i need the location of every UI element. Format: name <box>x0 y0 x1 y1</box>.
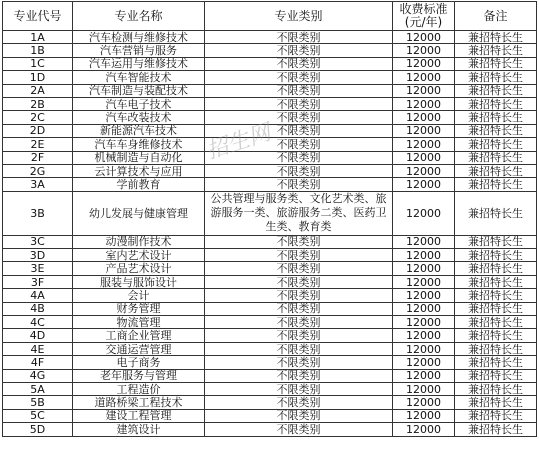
header-category: 专业类别 <box>205 2 393 31</box>
cell-code: 2A <box>3 84 73 97</box>
header-note: 备注 <box>455 2 537 31</box>
cell-code: 1B <box>3 44 73 57</box>
cell-category: 不限类别 <box>205 329 393 342</box>
cell-name: 汽车智能技术 <box>73 71 205 84</box>
cell-note: 兼招特长生 <box>455 164 537 177</box>
table-row <box>3 396 537 409</box>
cell-name: 老年服务与管理 <box>73 369 205 382</box>
table-row <box>3 97 537 110</box>
cell-category: 不限类别 <box>205 71 393 84</box>
table-row <box>3 178 537 191</box>
cell-fee: 12000 <box>393 138 455 151</box>
table-row <box>3 71 537 84</box>
cell-name: 产品艺术设计 <box>73 262 205 275</box>
cell-fee: 12000 <box>393 124 455 137</box>
cell-fee: 12000 <box>393 329 455 342</box>
cell-category: 不限类别 <box>205 111 393 124</box>
cell-name: 财务管理 <box>73 302 205 315</box>
cell-fee: 12000 <box>393 409 455 422</box>
cell-fee: 12000 <box>393 31 455 44</box>
cell-category: 公共管理与服务类、文化艺术类、旅游服务一类、旅游服务二类、医药卫生类、教育类 <box>205 191 393 235</box>
cell-category: 不限类别 <box>205 382 393 395</box>
cell-fee: 12000 <box>393 44 455 57</box>
cell-fee: 12000 <box>393 423 455 436</box>
program-fee-table <box>2 1 537 437</box>
cell-note: 兼招特长生 <box>455 191 537 235</box>
cell-note: 兼招特长生 <box>455 111 537 124</box>
cell-name: 汽车制造与装配技术 <box>73 84 205 97</box>
cell-note: 兼招特长生 <box>455 151 537 164</box>
table-row <box>3 235 537 248</box>
cell-fee: 12000 <box>393 111 455 124</box>
cell-note: 兼招特长生 <box>455 356 537 369</box>
cell-fee: 12000 <box>393 84 455 97</box>
cell-code: 2B <box>3 97 73 110</box>
cell-note: 兼招特长生 <box>455 138 537 151</box>
cell-note: 兼招特长生 <box>455 262 537 275</box>
cell-category: 不限类别 <box>205 316 393 329</box>
cell-code: 4F <box>3 356 73 369</box>
cell-name: 动漫制作技术 <box>73 235 205 248</box>
cell-name: 工商企业管理 <box>73 329 205 342</box>
table-row <box>3 84 537 97</box>
cell-note: 兼招特长生 <box>455 369 537 382</box>
cell-category: 不限类别 <box>205 409 393 422</box>
cell-category: 不限类别 <box>205 302 393 315</box>
cell-category: 不限类别 <box>205 289 393 302</box>
table-row <box>3 289 537 302</box>
header-code: 专业代号 <box>3 2 73 31</box>
table-row <box>3 369 537 382</box>
cell-fee: 12000 <box>393 382 455 395</box>
cell-name: 汽车车身维修技术 <box>73 138 205 151</box>
cell-name: 交通运营管理 <box>73 342 205 355</box>
cell-fee: 12000 <box>393 262 455 275</box>
cell-category: 不限类别 <box>205 124 393 137</box>
table-row <box>3 249 537 262</box>
table-row <box>3 124 537 137</box>
cell-category: 不限类别 <box>205 275 393 288</box>
cell-category: 不限类别 <box>205 151 393 164</box>
cell-fee: 12000 <box>393 302 455 315</box>
cell-fee: 12000 <box>393 396 455 409</box>
cell-name: 物流管理 <box>73 316 205 329</box>
cell-note: 兼招特长生 <box>455 235 537 248</box>
cell-code: 4D <box>3 329 73 342</box>
cell-note: 兼招特长生 <box>455 316 537 329</box>
table-row <box>3 409 537 422</box>
cell-fee: 12000 <box>393 289 455 302</box>
cell-code: 4C <box>3 316 73 329</box>
header-row <box>3 2 537 31</box>
cell-note: 兼招特长生 <box>455 409 537 422</box>
cell-name: 汽车营销与服务 <box>73 44 205 57</box>
cell-note: 兼招特长生 <box>455 124 537 137</box>
table-row <box>3 151 537 164</box>
cell-code: 2E <box>3 138 73 151</box>
table-row <box>3 356 537 369</box>
table-row <box>3 423 537 436</box>
cell-code: 5A <box>3 382 73 395</box>
table-row <box>3 275 537 288</box>
cell-note: 兼招特长生 <box>455 57 537 70</box>
table-row <box>3 382 537 395</box>
cell-fee: 12000 <box>393 97 455 110</box>
table-row <box>3 44 537 57</box>
cell-note: 兼招特长生 <box>455 84 537 97</box>
cell-note: 兼招特长生 <box>455 44 537 57</box>
header-fee <box>393 2 455 31</box>
cell-fee: 12000 <box>393 369 455 382</box>
cell-name: 服装与服饰设计 <box>73 275 205 288</box>
cell-fee: 12000 <box>393 249 455 262</box>
table-row <box>3 316 537 329</box>
cell-category: 不限类别 <box>205 356 393 369</box>
cell-category: 不限类别 <box>205 342 393 355</box>
cell-fee: 12000 <box>393 57 455 70</box>
table-row <box>3 138 537 151</box>
cell-code: 5B <box>3 396 73 409</box>
cell-code: 1C <box>3 57 73 70</box>
cell-name: 汽车检测与维修技术 <box>73 31 205 44</box>
cell-name: 工程造价 <box>73 382 205 395</box>
cell-code: 5C <box>3 409 73 422</box>
header-name: 专业名称 <box>73 2 205 31</box>
cell-name: 汽车电子技术 <box>73 97 205 110</box>
cell-code: 2D <box>3 124 73 137</box>
table-body <box>3 31 537 437</box>
cell-code: 2F <box>3 151 73 164</box>
cell-code: 1D <box>3 71 73 84</box>
cell-code: 2C <box>3 111 73 124</box>
cell-category: 不限类别 <box>205 164 393 177</box>
cell-category: 不限类别 <box>205 44 393 57</box>
cell-code: 3A <box>3 178 73 191</box>
table-row <box>3 57 537 70</box>
cell-code: 4G <box>3 369 73 382</box>
cell-note: 兼招特长生 <box>455 249 537 262</box>
cell-fee: 12000 <box>393 275 455 288</box>
cell-name: 建设工程管理 <box>73 409 205 422</box>
cell-note: 兼招特长生 <box>455 275 537 288</box>
cell-code: 1A <box>3 31 73 44</box>
cell-code: 4A <box>3 289 73 302</box>
cell-fee: 12000 <box>393 191 455 235</box>
cell-code: 3F <box>3 275 73 288</box>
cell-name: 新能源汽车技术 <box>73 124 205 137</box>
cell-name: 汽车运用与维修技术 <box>73 57 205 70</box>
cell-name: 机械制造与自动化 <box>73 151 205 164</box>
cell-fee: 12000 <box>393 178 455 191</box>
header-fee-text: 收费标准(元/年) <box>399 2 448 29</box>
cell-category: 不限类别 <box>205 84 393 97</box>
cell-category: 不限类别 <box>205 31 393 44</box>
cell-code: 5D <box>3 423 73 436</box>
cell-note: 兼招特长生 <box>455 423 537 436</box>
cell-note: 兼招特长生 <box>455 31 537 44</box>
cell-name: 云计算技术与应用 <box>73 164 205 177</box>
table-row <box>3 302 537 315</box>
cell-category: 不限类别 <box>205 138 393 151</box>
cell-category: 不限类别 <box>205 369 393 382</box>
cell-note: 兼招特长生 <box>455 329 537 342</box>
cell-code: 3E <box>3 262 73 275</box>
cell-name: 幼儿发展与健康管理 <box>73 191 205 235</box>
cell-note: 兼招特长生 <box>455 302 537 315</box>
table-row <box>3 191 537 235</box>
cell-name: 道路桥梁工程技术 <box>73 396 205 409</box>
watermark-text: 招生网 <box>203 120 274 165</box>
cell-note: 兼招特长生 <box>455 396 537 409</box>
cell-note: 兼招特长生 <box>455 178 537 191</box>
cell-category: 不限类别 <box>205 178 393 191</box>
cell-note: 兼招特长生 <box>455 382 537 395</box>
cell-note: 兼招特长生 <box>455 97 537 110</box>
cell-code: 3B <box>3 191 73 235</box>
cell-category: 不限类别 <box>205 97 393 110</box>
cell-category: 不限类别 <box>205 235 393 248</box>
cell-code: 3C <box>3 235 73 248</box>
cell-name: 室内艺术设计 <box>73 249 205 262</box>
cell-code: 3D <box>3 249 73 262</box>
cell-name: 电子商务 <box>73 356 205 369</box>
cell-category: 不限类别 <box>205 396 393 409</box>
cell-fee: 12000 <box>393 151 455 164</box>
cell-fee: 12000 <box>393 71 455 84</box>
cell-note: 兼招特长生 <box>455 71 537 84</box>
cell-fee: 12000 <box>393 235 455 248</box>
cell-name: 会计 <box>73 289 205 302</box>
cell-fee: 12000 <box>393 316 455 329</box>
table-row <box>3 111 537 124</box>
cell-note: 兼招特长生 <box>455 289 537 302</box>
table-row <box>3 329 537 342</box>
table-row <box>3 31 537 44</box>
cell-fee: 12000 <box>393 356 455 369</box>
cell-note: 兼招特长生 <box>455 342 537 355</box>
cell-category: 不限类别 <box>205 57 393 70</box>
table-row <box>3 342 537 355</box>
cell-category: 不限类别 <box>205 262 393 275</box>
cell-category: 不限类别 <box>205 423 393 436</box>
cell-name: 学前教育 <box>73 178 205 191</box>
cell-code: 4E <box>3 342 73 355</box>
cell-fee: 12000 <box>393 164 455 177</box>
cell-code: 4B <box>3 302 73 315</box>
cell-fee: 12000 <box>393 342 455 355</box>
table-row <box>3 262 537 275</box>
cell-code: 2G <box>3 164 73 177</box>
cell-name: 建筑设计 <box>73 423 205 436</box>
cell-category: 不限类别 <box>205 249 393 262</box>
table-row <box>3 164 537 177</box>
cell-name: 汽车改装技术 <box>73 111 205 124</box>
